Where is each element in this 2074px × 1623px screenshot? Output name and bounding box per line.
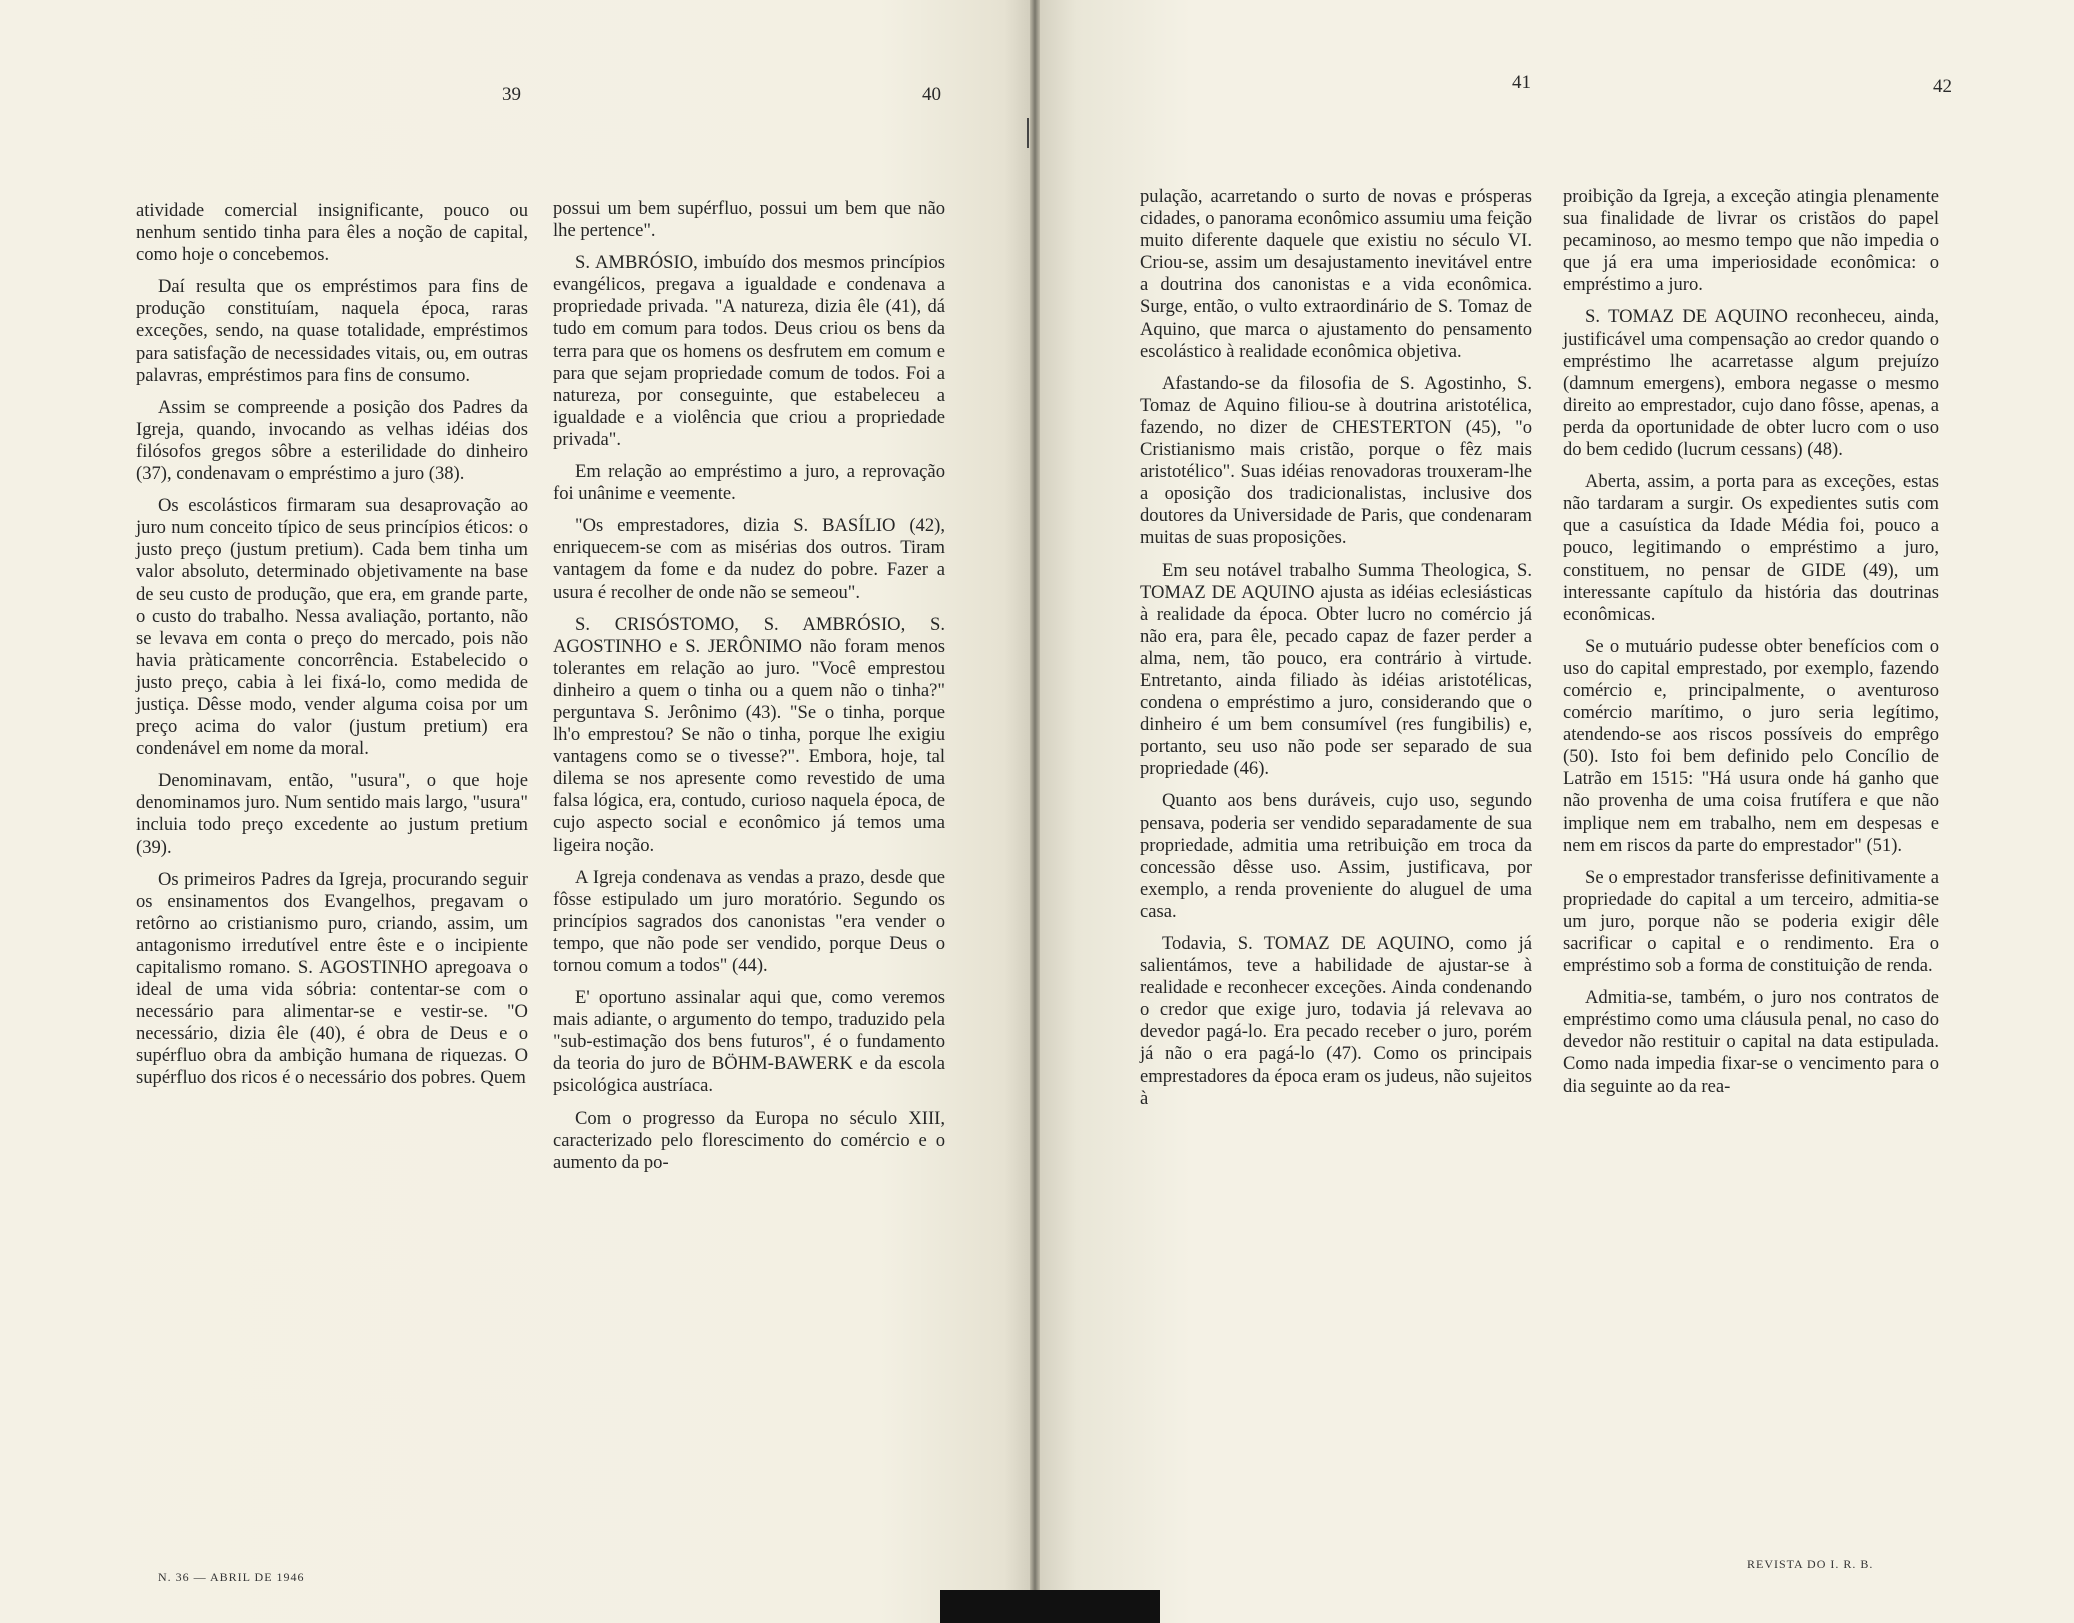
page-number-42: 42	[1933, 76, 1952, 97]
paragraph: E' oportuno assinalar aqui que, como veremos mais adiante, o argumento do tempo, traduzido pela "sub-estimação dos bens futuros", é o fundamento da teoria do juro de BÖHM-BAWERK e da escola psicológica austríaca.	[553, 987, 945, 1097]
footer-journal: REVISTA DO I. R. B.	[1747, 1557, 1874, 1571]
text-column-page-40	[553, 198, 945, 1184]
paragraph: Denominavam, então, "usura", o que hoje denominamos juro. Num sentido mais largo, "usura" incluia todo preço excedente ao justum pretium (39).	[136, 770, 528, 858]
paragraph: Daí resulta que os empréstimos para fins de produção constituíam, naquela época, raras exceções, sendo, na quase totalidade, empréstimos para satisfação de necessidades vitais, ou, em outras palavras, empréstimos para fins de consumo.	[136, 276, 528, 386]
paragraph: A Igreja condenava as vendas a prazo, desde que fôsse estipulado um juro moratório. Segundo os princípios sagrados dos canonistas "era vender o tempo, que não pode ser vendido, porque Deus o tornou comum a todos" (44).	[553, 866, 945, 976]
paragraph: Com o progresso da Europa no século XIII, caracterizado pelo florescimento do comércio e o aumento da po-	[553, 1107, 945, 1173]
page-number-41: 41	[1512, 72, 1531, 93]
paragraph: Os primeiros Padres da Igreja, procurando seguir os ensinamentos dos Evangelhos, pregavam o retôrno ao cristianismo puro, criando, assim, um antagonismo irredutível entre êste e o incipiente capitalismo romano. S. AGOSTINHO apregoava o ideal de uma vida sóbria: contentar-se com o necessário para alimentar-se e vestir-se. "O necessário, dizia êle (40), é obra de Deus e o supérfluo obra da ambição humana de riquezas. O supérfluo dos ricos é o necessário dos pobres. Quem	[136, 868, 528, 1089]
footer-issue: N. 36 — ABRIL DE 1946	[158, 1570, 305, 1584]
scan-mark	[1027, 118, 1029, 148]
paragraph: atividade comercial insignificante, pouco ou nenhum sentido tinha para êles a noção de capital, como hoje o concebemos.	[136, 200, 528, 266]
paragraph: Afastando-se da filosofia de S. Agostinho, S. Tomaz de Aquino filiou-se à doutrina aristotélica, fazendo, no dizer de CHESTERTON (45), "o Cristianismo mais cristão, porque o fêz mais aristotélico". Suas idéias renovadoras trouxeram-lhe a oposição dos tradicionalistas, inclusive dos doutores da Universidade de Paris, que condenaram muitas de suas proposições.	[1140, 372, 1532, 549]
paragraph: Admitia-se, também, o juro nos contratos de empréstimo como uma cláusula penal, no caso do devedor não restituir o capital na data estipulada. Como nada impedia fixar-se o vencimento para o dia seguinte ao da rea-	[1563, 987, 1939, 1097]
paragraph: Se o emprestador transferisse definitivamente a propriedade do capital a um terceiro, admitia-se um juro, porque não se poderia exigir dêle sacrificar o capital e o rendimento. Era o empréstimo sob a forma de constituição de renda.	[1563, 866, 1939, 977]
paragraph: Todavia, S. TOMAZ DE AQUINO, como já salientámos, teve a habilidade de ajustar-se à realidade e reconhecer exceções. Ainda condenando o credor que exige juro, todavia já relevava ao devedor pagá-lo. Era pecado receber o juro, porém já não o era pagá-lo (47). Como os principais emprestadores da época eram os judeus, não sujeitos à	[1140, 933, 1532, 1109]
text-column-page-39	[136, 200, 528, 1100]
page-number-39: 39	[502, 84, 521, 105]
paragraph: pulação, acarretando o surto de novas e prósperas cidades, o panorama econômico assumiu uma feição muito diferente daquele que existiu no século VI. Criou-se, assim um desajustamento inevitável entre a doutrina dos canonistas e a vida econômica. Surge, então, o vulto extraordinário de S. Tomaz de Aquino, que marca o ajustamento do pensamento escolástico à realidade econômica objetiva.	[1140, 186, 1532, 362]
scan-shadow	[940, 1590, 1160, 1623]
paragraph: Se o mutuário pudesse obter benefícios com o uso do capital emprestado, por exemplo, fazendo comércio e, principalmente, o aventuroso comércio marítimo, o juro seria legítimo, atendendo-se aos riscos possíveis do emprêgo (50). Isto foi bem definido pelo Concílio de Latrão em 1515: "Há usura onde há ganho que não provenha de uma coisa frutífera e que não implique nem em trabalho, nem em despesas e nem em riscos da parte do emprestador" (51).	[1563, 635, 1939, 856]
paragraph: S. TOMAZ DE AQUINO reconheceu, ainda, justificável uma compensação ao credor quando o empréstimo lhe acarretasse algum prejuízo (damnum emergens), embora negasse o mesmo direito ao emprestador, cujo dano fôsse, apenas, a perda da oportunidade de obter lucro com o uso do bem cedido (lucrum cessans) (48).	[1563, 306, 1939, 461]
paragraph: Aberta, assim, a porta para as exceções, estas não tardaram a surgir. Os expedientes sutis com que a casuística da Idade Média foi, pouco a pouco, legitimando o empréstimo a juro, constituem, no pensar de GIDE (49), um interessante capítulo da história das doutrinas econômicas.	[1563, 471, 1939, 625]
paragraph: Assim se compreende a posição dos Padres da Igreja, quando, invocando as velhas idéias dos filósofos gregos sôbre a esterilidade do dinheiro (37), condenavam o empréstimo a juro (38).	[136, 396, 528, 485]
paragraph: Quanto aos bens duráveis, cujo uso, segundo pensava, poderia ser vendido separadamente de sua propriedade, admitia uma retribuição em troca da concessão dêsse uso. Assim, justificava, por exemplo, a renda proveniente do aluguel de uma casa.	[1140, 790, 1532, 922]
paragraph: S. CRISÓSTOMO, S. AMBRÓSIO, S. AGOSTINHO e S. JERÔNIMO não foram menos tolerantes em relação ao juro. "Você emprestou dinheiro a quem o tinha ou a quem não o tinha?" perguntava S. Jerônimo (43). "Se o tinha, porque lh'o emprestou? Se não o tinha, porque lhe exigiu vantagens como se o tivesse?". Embora, hoje, tal dilema se nos apresente como revestido de uma falsa lógica, era, contudo, curioso naquela época, de cujo aspecto social e econômico já temos uma ligeira noção.	[553, 613, 945, 856]
text-column-page-42	[1563, 186, 1939, 1108]
paragraph: possui um bem supérfluo, possui um bem que não lhe pertence".	[553, 198, 945, 242]
binding-gutter	[1030, 0, 1040, 1623]
paragraph: proibição da Igreja, a exceção atingia plenamente sua finalidade de livrar os cristãos do papel pecaminoso, ao mesmo tempo que não impedia o que já era uma imperiosidade econômica: o empréstimo a juro.	[1563, 186, 1939, 296]
paragraph: Os escolásticos firmaram sua desaprovação ao juro num conceito típico de seus princípios éticos: o justo preço (justum pretium). Cada bem tinha um valor absoluto, determinado objetivamente na base de seu custo de produção, que era, em grande parte, o custo do trabalho. Nessa avaliação, portanto, não se levava em conta o preço do mercado, pois não havia pràticamente concorrência. Estabelecido o justo preço, cabia à lei fixá-lo, como medida de justiça. Dêsse modo, vender alguma coisa por um preço acima do valor (justum pretium) era condenável em nome da moral.	[136, 495, 528, 760]
page-number-40: 40	[922, 84, 941, 105]
paragraph: S. AMBRÓSIO, imbuído dos mesmos princípios evangélicos, pregava a igualdade e condenava a propriedade privada. "A natureza, dizia êle (41), dá tudo em comum para todos. Deus criou os bens da terra para que os homens os desfrutem em comum e para que sejam propriedade comum de todos. Foi a natureza, por conseguinte, que estabeleceu a igualdade e a violência que criou a propriedade privada".	[553, 252, 945, 450]
paragraph: "Os emprestadores, dizia S. BASÍLIO (42), enriquecem-se com as misérias dos outros. Tiram vantagem da fome e da nudez do pobre. Fazer a usura é recolher de onde não se semeou".	[553, 515, 945, 603]
paragraph: Em relação ao empréstimo a juro, a reprovação foi unânime e veemente.	[553, 461, 945, 505]
text-column-page-41	[1140, 186, 1532, 1120]
paragraph: Em seu notável trabalho Summa Theologica, S. TOMAZ DE AQUINO ajusta as idéias eclesiásticas à realidade da época. Obter lucro no comércio já não era, para êle, pecado capaz de fazer perder a alma, nem, tão pouco, era contrário à virtude. Entretanto, ainda filiado às idéias aristotélicas, condena o empréstimo a juro, considerando que o dinheiro é um bem consumível (res fungibilis) e, portanto, seu uso não pode ser separado de sua propriedade (46).	[1140, 559, 1532, 780]
